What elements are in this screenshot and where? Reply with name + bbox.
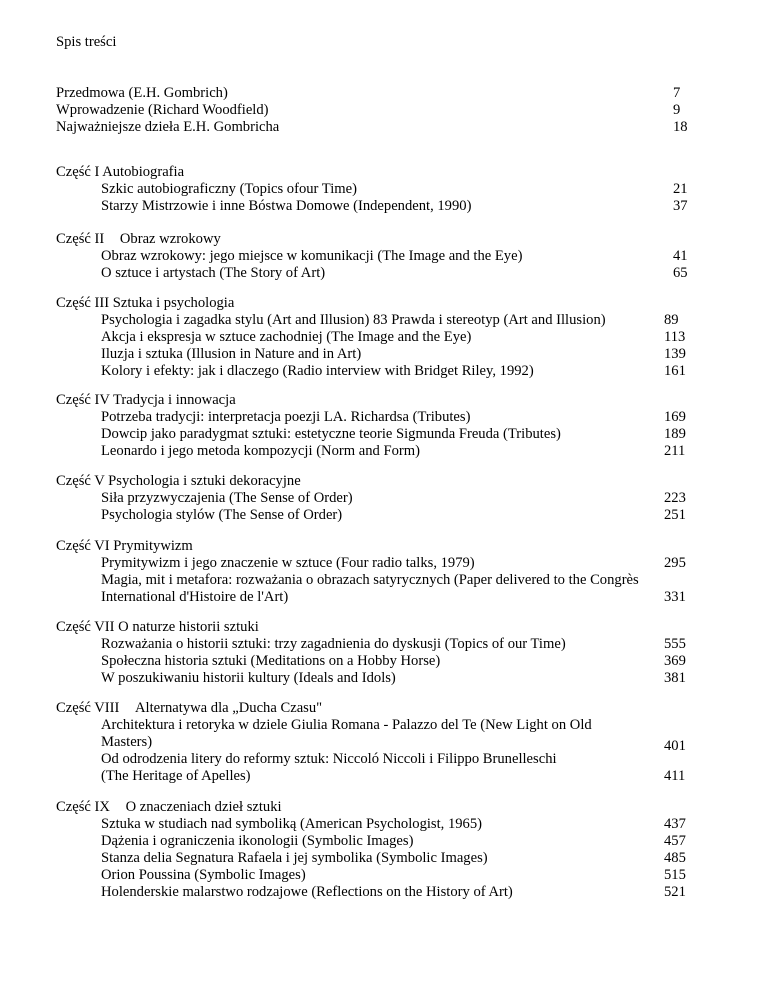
toc-entry-text: Kolory i efekty: jak i dlaczego (Radio interview with Bridget Riley, 1992)	[101, 363, 534, 379]
toc-entry-text-cont: (The Heritage of Apelles)	[101, 768, 251, 784]
part-title: Alternatywa dla „Ducha Czasu"	[135, 700, 323, 716]
toc-entry-page: 369	[664, 653, 686, 669]
toc-entry-page: 411	[664, 768, 686, 784]
toc-entry-text: Przedmowa (E.H. Gombrich)	[56, 85, 228, 101]
part-heading	[56, 538, 193, 555]
toc-entry-page: 381	[664, 670, 686, 686]
toc-entry-page: 89	[664, 312, 679, 328]
part-title: Psychologia i sztuki dekoracyjne	[108, 473, 301, 489]
part-heading	[56, 295, 234, 312]
toc-entry-page: 331	[664, 589, 686, 605]
toc-entry-page: 485	[664, 850, 686, 866]
page-title: Spis treści	[56, 34, 117, 50]
toc-entry-text: Potrzeba tradycji: interpretacja poezji LA. Richardsa (Tributes)	[101, 409, 471, 425]
toc-entry-text: Architektura i retoryka w dziele Giulia Romana - Palazzo del Te (New Light on Old	[101, 717, 592, 733]
toc-entry-text: Holenderskie malarstwo rodzajowe (Reflections on the History of Art)	[101, 884, 513, 900]
toc-entry-page: 37	[673, 198, 688, 214]
toc-entry-page: 7	[673, 85, 681, 101]
toc-entry-page: 169	[664, 409, 686, 425]
part-label: Część III	[56, 295, 110, 311]
toc-entry-page: 223	[664, 490, 686, 506]
toc-entry-page: 21	[673, 181, 688, 197]
toc-entry-text: Najważniejsze dzieła E.H. Gombricha	[56, 119, 280, 135]
toc-entry-page: 251	[664, 507, 686, 523]
part-title: Obraz wzrokowy	[119, 231, 221, 247]
toc-entry-page: 139	[664, 346, 686, 362]
toc-entry-text: Leonardo i jego metoda kompozycji (Norm and Form)	[101, 443, 420, 459]
toc-entry-text: Siła przyzwyczajenia (The Sense of Order)	[101, 490, 353, 506]
toc-entry-page: 457	[664, 833, 686, 849]
toc-entry-text-cont: International d'Histoire de l'Art)	[101, 589, 289, 605]
toc-entry-text: Sztuka w studiach nad symboliką (American Psychologist, 1965)	[101, 816, 482, 832]
part-heading	[56, 473, 301, 490]
toc-entry-text: Wprowadzenie (Richard Woodfield)	[56, 102, 269, 118]
part-heading	[56, 164, 184, 181]
toc-entry-page: 555	[664, 636, 686, 652]
toc-entry-text: Prymitywizm i jego znaczenie w sztuce (Four radio talks, 1979)	[101, 555, 475, 571]
toc-entry-page: 41	[673, 248, 688, 264]
part-label: Część I	[56, 164, 100, 180]
toc-entry-text: Dowcip jako paradygmat sztuki: estetyczne teorie Sigmunda Freuda (Tributes)	[101, 426, 561, 442]
toc-entry-text: Dążenia i ograniczenia ikonologii (Symbolic Images)	[101, 833, 414, 849]
toc-entry-text: Akcja i ekspresja w sztuce zachodniej (The Image and the Eye)	[101, 329, 472, 345]
toc-entry-text: Iluzja i sztuka (Illusion in Nature and in Art)	[101, 346, 362, 362]
toc-entry-text: O sztuce i artystach (The Story of Art)	[101, 265, 326, 281]
part-label: Część II	[56, 231, 105, 247]
toc-entry-text-cont: Masters)	[101, 734, 153, 750]
toc-entry-text: Orion Poussina (Symbolic Images)	[101, 867, 306, 883]
part-heading	[56, 619, 259, 636]
part-label: Część VIII	[56, 700, 120, 716]
toc-entry-text: Psychologia stylów (The Sense of Order)	[101, 507, 343, 523]
toc-entry-text: W poszukiwaniu historii kultury (Ideals and Idols)	[101, 670, 396, 686]
toc-entry-page: 18	[673, 119, 688, 135]
toc-entry-text: Od odrodzenia litery do reformy sztuk: Niccoló Niccoli i Filippo Brunelleschi	[101, 751, 557, 767]
toc-entry-text: Psychologia i zagadka stylu (Art and Illusion) 83 Prawda i stereotyp (Art and Illusion)	[101, 312, 606, 328]
part-label: Część IV	[56, 392, 110, 408]
toc-entry-text: Społeczna historia sztuki (Meditations on a Hobby Horse)	[101, 653, 441, 669]
toc-entry-text: Magia, mit i metafora: rozważania o obrazach satyrycznych (Paper delivered to the Congrès	[101, 572, 639, 588]
part-label: Część VII	[56, 619, 115, 635]
toc-entry-text: Obraz wzrokowy: jego miejsce w komunikacji (The Image and the Eye)	[101, 248, 523, 264]
toc-entry-text: Szkic autobiograficzny (Topics ofour Time)	[101, 181, 357, 197]
part-heading	[56, 700, 322, 717]
part-label: Część IX	[56, 799, 110, 815]
part-title: Prymitywizm	[113, 538, 193, 554]
part-title: Tradycja i innowacja	[113, 392, 236, 408]
toc-entry-page: 9	[673, 102, 681, 118]
part-heading	[56, 231, 221, 248]
toc-entry-page: 65	[673, 265, 688, 281]
part-title: Autobiografia	[102, 164, 185, 180]
toc-entry-page: 515	[664, 867, 686, 883]
part-label: Część V	[56, 473, 105, 489]
part-heading	[56, 799, 282, 816]
part-heading	[56, 392, 236, 409]
toc-entry-text: Stanza delia Segnatura Rafaela i jej symbolika (Symbolic Images)	[101, 850, 488, 866]
toc-entry-page: 113	[664, 329, 686, 345]
part-title: O naturze historii sztuki	[118, 619, 259, 635]
part-title: Sztuka i psychologia	[112, 295, 235, 311]
toc-entry-text: Starzy Mistrzowie i inne Bóstwa Domowe (Independent, 1990)	[101, 198, 472, 214]
toc-entry-page: 189	[664, 426, 686, 442]
toc-entry-page: 521	[664, 884, 686, 900]
toc-entry-page: 401	[664, 738, 686, 754]
toc-entry-page: 437	[664, 816, 686, 832]
toc-entry-text: Rozważania o historii sztuki: trzy zagadnienia do dyskusji (Topics of our Time)	[101, 636, 566, 652]
part-label: Część VI	[56, 538, 110, 554]
part-title: O znaczeniach dzieł sztuki	[125, 799, 282, 815]
toc-entry-page: 295	[664, 555, 686, 571]
toc-entry-page: 161	[664, 363, 686, 379]
toc-entry-page: 211	[664, 443, 686, 459]
